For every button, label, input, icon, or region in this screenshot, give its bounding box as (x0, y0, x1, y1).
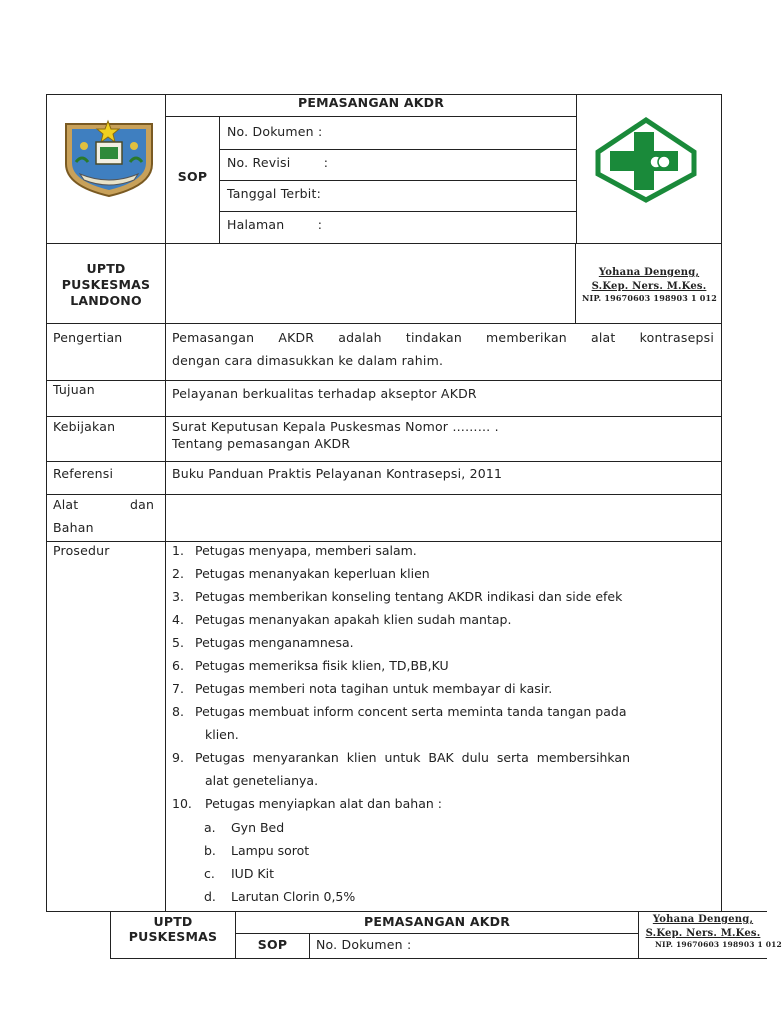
footer-signatory-name: Yohana Dengeng, (652, 914, 754, 925)
field-no-dokumen: No. Dokumen : (227, 124, 323, 139)
label-alat: Alat (53, 497, 79, 512)
footer-org-line1: UPTD (153, 914, 193, 929)
footer-field-no-dokumen: No. Dokumen : (316, 937, 412, 952)
tujuan-text: Pelayanan berkualitas terhadap akseptor AKDR (172, 386, 477, 401)
pengertian-line2: dengan cara dimasukkan ke dalam rahim. (172, 353, 444, 368)
label-dan: dan (130, 497, 155, 512)
label-kebijakan: Kebijakan (53, 419, 116, 434)
signatory-nip: NIP. 19670603 198903 1 012 (582, 293, 718, 303)
field-halaman: Halaman : (227, 217, 323, 232)
footer-signatory-nip: NIP. 19670603 198903 1 012 (655, 940, 782, 949)
regency-emblem-logo (60, 116, 158, 198)
field-tanggal-terbit: Tanggal Terbit: (227, 186, 321, 201)
footer-title: PEMASANGAN AKDR (363, 914, 511, 929)
sop-label: SOP (177, 169, 208, 184)
label-bahan: Bahan (53, 520, 94, 535)
kebijakan-line1: Surat Keputusan Kepala Puskesmas Nomor ……… . (172, 419, 499, 434)
org-name-line3: LANDONO (70, 293, 142, 308)
document-title: PEMASANGAN AKDR (297, 95, 445, 110)
kebijakan-line2: Tentang pemasangan AKDR (172, 436, 351, 451)
signatory-name: Yohana Dengeng, (598, 267, 700, 278)
pengertian-line1: Pemasangan AKDR adalah tindakan memberikan alat kontrasepsi (172, 330, 714, 345)
label-tujuan: Tujuan (53, 382, 95, 397)
signatory-title: S.Kep. Ners. M.Kes. (591, 281, 707, 292)
label-prosedur: Prosedur (53, 543, 110, 558)
footer-sop-label: SOP (257, 937, 288, 952)
label-pengertian: Pengertian (53, 330, 123, 345)
footer-signatory-title: S.Kep. Ners. M.Kes. (645, 928, 761, 939)
referensi-text: Buku Panduan Praktis Pelayanan Kontrasepsi, 2011 (172, 466, 503, 481)
org-name-line1: UPTD (86, 261, 126, 276)
puskesmas-logo (596, 118, 696, 202)
footer-org-line2: PUSKESMAS (128, 929, 218, 944)
label-referensi: Referensi (53, 466, 114, 481)
field-no-revisi: No. Revisi : (227, 155, 329, 170)
org-name-line2: PUSKESMAS (61, 277, 151, 292)
